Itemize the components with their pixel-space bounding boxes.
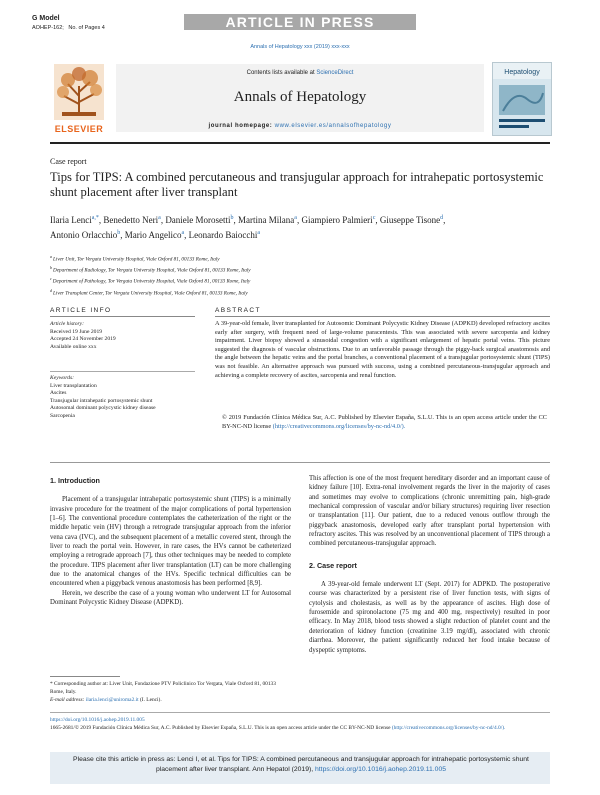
history-label: Article history:	[50, 321, 85, 327]
author-name: Mario Angelico	[124, 230, 182, 240]
keyword: Transjugular intrahepatic portosystemic shunt	[50, 397, 153, 404]
journal-reference[interactable]: Annals of Hepatology xxx (2019) xxx-xxx	[250, 44, 350, 50]
affiliation-mark: a	[50, 254, 53, 259]
abstract-copyright	[222, 414, 547, 431]
abstract-text: A 39-year-old female, liver transplanted for Autosomic Dominant Polycystic Kidney Disease (ADPKD) developed refractory ascites early after surgery, with frequent need of large-volume paracentesis. This was associated with severe sarcopenia and kidney impairment. Liver biopsy showed a sinusoidal congestion with a significant enlargement of hepatic portal veins. This picture suggested the diagnosis of vascular obstructions. Due to an unfavorable passage through the piggy-back surgical anastomosis and the angle between the hepatic veins and the portal branches, a conventional placement of a transjugular portosystemic shunt (TIPS) was not feasible. An alternative approach was pursued with success, using a combined percutaneous-transjugular approach and achieving a complete recovery of ascites, sarcopenia and renal function.	[215, 320, 550, 379]
license-link[interactable]: (http://creativecommons.org/licenses/by-nc-nd/4.0/).	[272, 422, 406, 430]
citation-doi-link[interactable]: https://doi.org/10.1016/j.aohep.2019.11.005	[315, 766, 447, 773]
intro-paragraph-3: This affection is one of the most frequent hereditary disorder and an important cause of kidney failure [10]. Extra-renal involvement regards the liver in the majority of cases and sometimes may evolve to complications (chronic unremitting pain, high-grade mechanical compression of vascular and/or biliary structures) requiring liver resection or transplantation [11]. Our patient, due to a reduced venous outflow through the piggyback anastomosis, developed early after transplant portal hypertension with refractory ascites. This was resolved by an unconventional placement of TIPS through a combined percutaneous-transjugular approach.	[309, 475, 550, 548]
author-list: Ilaria Lenci$^{a,*}$, Benedetto Neri$^a$, Daniele Morosetti$^b$, Martina Milana$^a$, Giampiero Palmieri$^c$, Giuseppe Tisone$^d$, Antonio Orlacchio$^b$, Mario Angelico$^a$, Leonardo Baiocchi$^a$	[50, 215, 446, 240]
journal-homepage	[116, 123, 484, 129]
contents-available	[116, 70, 484, 76]
page-count: No. of Pages 4	[68, 25, 105, 31]
author-name: Giuseppe Tisone	[379, 215, 441, 225]
journal-code	[32, 25, 105, 31]
keyword: Liver transplantation	[50, 382, 97, 389]
keyword: Autosomal dominant polycystic kidney disease	[50, 405, 156, 411]
abstract-heading: ABSTRACT	[215, 307, 550, 317]
article-history	[50, 321, 195, 351]
author-affiliation-mark[interactable]: b	[230, 215, 234, 221]
article-title: Tips for TIPS: A combined percutaneous and transjugular approach for intrahepatic portosystemic shunt placement after liver transplant	[50, 170, 544, 199]
cover-art-icon	[493, 63, 551, 135]
journal-cover	[492, 62, 552, 136]
keyword: Sarcopenia	[50, 412, 75, 419]
keyword: Ascites	[50, 390, 67, 396]
affiliation	[50, 275, 470, 286]
affiliation-text: Department of Pathology, Tor Vergata University Hospital, Viale Oxford 81, 00133 Rome, Italy	[52, 279, 251, 286]
article-code: AOHEP-162;	[32, 25, 64, 31]
section-divider	[50, 462, 550, 463]
email-label: E-mail address:	[50, 697, 85, 703]
bottom-rule	[50, 712, 550, 713]
article-in-press-banner: ARTICLE IN PRESS	[184, 14, 416, 30]
affiliation-mark: c	[50, 276, 53, 282]
bottom-license-link[interactable]: (http://creativecommons.org/licenses/by-nc-nd/4.0/).	[391, 725, 506, 731]
author-affiliation-mark[interactable]: c	[372, 215, 376, 221]
author-name: Benedetto Neri	[103, 215, 159, 225]
case-paragraph-1: A 39-year-old female underwent LT (Sept. 2017) for ADPKD. The postoperative course was characterized by a persistent rise of liver function tests, with signs of cytolysis and cholestasis, as well as by the appearance of ascites. High dose of furosemide and spironolactone (75 mg and 400 mg, respectively) resulted in poor efficacy. In May 2018, blood tests showed a slight reduction of platelet count and the deterioration of kidney function (creatinine 3.19 mg/dl), associated with chronic diarrhea. Moreover, the patient significantly reduced her food intake because of dyspeptic symptoms.	[309, 581, 550, 654]
affiliation-text: Liver Transplant Center, Tor Vergata University Hospital, Viale Oxford 81, 00133 Rome, Italy	[53, 290, 248, 297]
citation-prefix: Please cite this article in press as: Lenci I, et al. Tips for TIPS: A combined percutaneous and transjugular approach for intrahepatic portosystemic shunt placement after liver transplant. Ann Hepatol (2019),	[73, 756, 529, 773]
author-name: Leonardo Baiocchi	[188, 230, 258, 240]
author-affiliation-mark[interactable]: a	[257, 230, 261, 236]
keywords-label: Keywords:	[50, 375, 75, 381]
keyword-list	[50, 383, 195, 421]
citation-text	[62, 755, 540, 775]
homepage-link[interactable]: www.elsevier.es/annalsofhepatology	[274, 123, 392, 129]
cover-title: Hepatology	[504, 69, 540, 76]
author-name: Daniele Morosetti	[165, 215, 231, 225]
right-column	[309, 474, 550, 655]
accepted-date: Accepted 24 November 2019	[50, 336, 116, 342]
affiliation	[50, 253, 470, 264]
email-suffix: (I. Lenci).	[139, 697, 162, 703]
affiliation-text: Department of Radiology, Tor Vergata University Hospital, Viale Oxford 81, 00133 Rome, Italy	[53, 267, 251, 274]
author-affiliation-mark[interactable]: a	[181, 230, 185, 236]
author-affiliation-mark[interactable]: a	[294, 215, 297, 221]
article-info-heading: ARTICLE INFO	[50, 307, 195, 317]
left-column	[50, 476, 291, 607]
author-affiliation-mark[interactable]: b	[117, 230, 121, 236]
homepage-prefix: journal homepage:	[208, 123, 273, 129]
g-model-label: G Model	[32, 15, 60, 22]
author-name: Ilaria Lenci	[50, 215, 92, 225]
received-date: Received 19 June 2019	[50, 328, 103, 335]
email-link[interactable]: ilaria.lenci@uniroma2.it	[85, 697, 139, 703]
author-name: Giampiero Palmieri	[301, 215, 373, 225]
section-2-heading: 2. Case report	[309, 560, 357, 570]
section-1-heading: 1. Introduction	[50, 476, 100, 485]
corresponding-footnote	[50, 680, 291, 704]
author-affiliation-mark[interactable]: d	[440, 215, 444, 221]
publication-info	[50, 716, 550, 732]
affiliation-text: Liver Unit, Tor Vergata University Hospital, Viale Oxford 81, 00133 Rome, Italy	[53, 256, 220, 263]
intro-paragraph-2: Herein, we describe the case of a young woman who underwent LT for Autosomal Dominant Polycystic Kidney Disease (ADPKD).	[50, 589, 291, 607]
keywords	[50, 375, 195, 420]
footnote-rule	[50, 676, 120, 677]
info-divider	[50, 371, 195, 372]
publisher-logo-text: ELSEVIER	[54, 124, 104, 134]
intro-paragraph-1: Placement of a transjugular intrahepatic portosystemic shunt (TIPS) is a minimally invasive procedure for the treatment of the major complications of portal hypertension [1–6]. The conventional procedure contemplates the catheterization of the right or the middle hepatic vein (HV) through a retrograde transjugular approach from the inferior vena cava (IVC), and the subsequent placement of a metallic covered stent, through the liver to reach the portal vein. However, in rare cases, the HVs cannot be catheterized employing a retrograde approach [7], thus other techniques may be needed to complete the procedure. TIPS placement after liver transplantation (LT) can be more challenging due to the anatomical changes of the HVs. Specific technical difficulties can be encountered when a piggyback venous anastomosis has been performed [8,9].	[50, 496, 291, 588]
affiliation	[50, 287, 470, 298]
affiliation-mark: b	[50, 265, 53, 271]
author-name: Antonio Orlacchio	[50, 230, 118, 240]
corresponding-author: * Corresponding author at: Liver Unit, Fondazione PTV Policlinico Tor Vergata, Viale Oxford 81, 00133 Rome, Italy.	[50, 681, 276, 695]
journal-title: Annals of Hepatology	[233, 89, 367, 105]
sciencedirect-link[interactable]: ScienceDirect	[316, 70, 354, 76]
issn-line: 1665-2681/© 2019 Fundación Clínica Médica Sur, A.C. Published by Elsevier España, S.L.U. This is an open access article under the CC BY-NC-ND license	[50, 725, 391, 731]
author-name: Martina Milana	[238, 215, 295, 225]
affiliation-list	[50, 253, 470, 298]
doi-link[interactable]: https://doi.org/10.1016/j.aohep.2019.11.005	[50, 717, 145, 723]
contents-prefix: Contents lists available at	[246, 70, 315, 76]
author-affiliation-mark[interactable]: a	[158, 215, 161, 221]
online-date: Available online xxx	[50, 343, 97, 350]
author-affiliation-mark[interactable]: a,*	[91, 215, 99, 221]
affiliation-mark: d	[50, 287, 53, 293]
article-type: Case report	[50, 157, 87, 166]
copyright-text: © 2019 Fundación Clínica Médica Sur, A.C. Published by Elsevier España, S.L.U. This is an open access article under the CC BY-NC-ND license	[222, 414, 547, 430]
affiliation	[50, 264, 470, 275]
